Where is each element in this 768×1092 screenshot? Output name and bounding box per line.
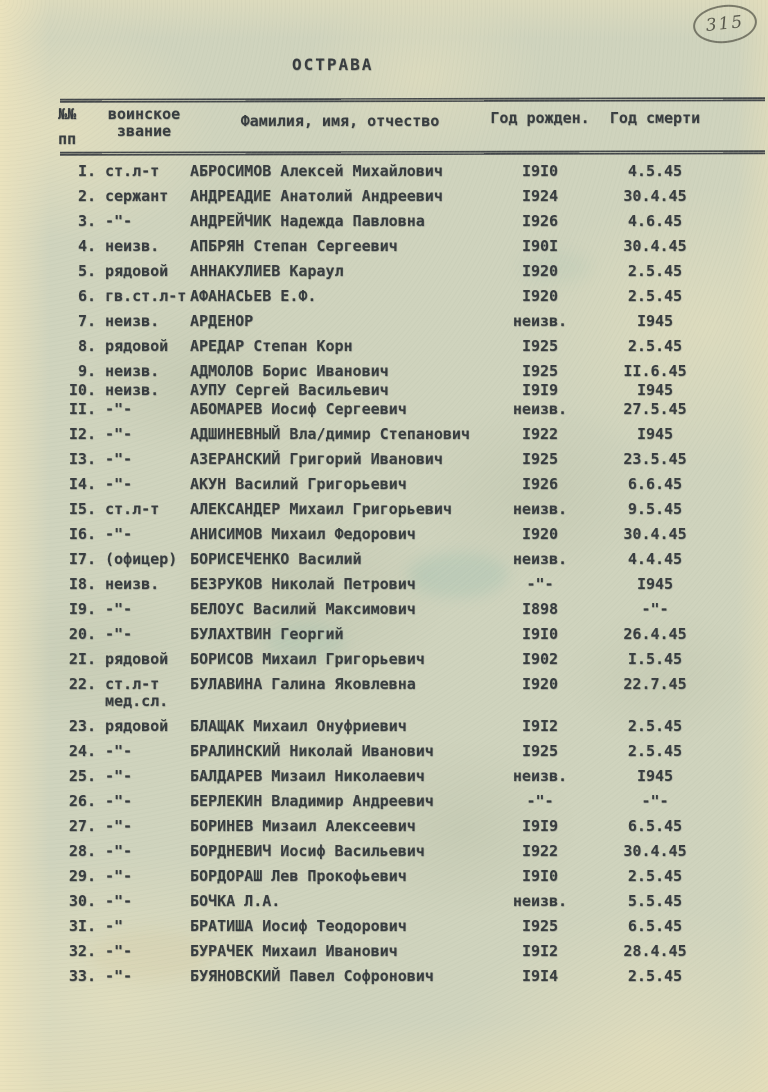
row-birth-year: I925 <box>521 917 559 935</box>
row-rank: -"- <box>105 425 133 443</box>
table-row <box>56 382 762 399</box>
row-death-date: 26.4.45 <box>623 625 687 643</box>
row-name: АУПУ Сергей Васильевич <box>190 381 389 399</box>
row-name: БРАТИША Иосиф Теодорович <box>190 917 407 935</box>
row-birth-year: I925 <box>521 337 559 355</box>
table-row <box>56 676 762 710</box>
table-row <box>56 818 762 835</box>
table-row <box>56 476 762 493</box>
header-rule-bottom <box>60 150 765 155</box>
table-row <box>56 501 762 518</box>
row-rank: -"- <box>105 525 133 543</box>
table-row <box>56 426 762 443</box>
table-header-row <box>56 104 762 150</box>
page-title: ОСТРАВА <box>292 55 374 74</box>
row-number: II. <box>68 400 96 418</box>
row-rank: -"- <box>105 600 133 618</box>
row-name: БРАЛИНСКИЙ Николай Иванович <box>190 742 434 760</box>
header-born-column: Год рожден. <box>490 109 590 127</box>
row-death-date: 27.5.45 <box>623 400 687 418</box>
row-name: АННАКУЛИЕВ Караул <box>190 262 344 280</box>
row-death-date: 2.5.45 <box>627 967 683 985</box>
row-birth-year: I9I4 <box>521 967 559 985</box>
table-row <box>56 238 762 255</box>
header-rank-bottom: звание <box>116 122 172 140</box>
row-name: АДМОЛОВ Борис Иванович <box>190 362 389 380</box>
row-rank: (офицер) <box>105 550 178 568</box>
row-rank: -"- <box>105 792 133 810</box>
row-number: I8. <box>68 575 96 593</box>
row-name: АКУН Василий Григорьевич <box>190 475 407 493</box>
row-number: I4. <box>68 475 96 493</box>
table-row <box>56 893 762 910</box>
row-name: БЕРЛЕКИН Владимир Андреевич <box>190 792 434 810</box>
row-rank: неизв. <box>105 312 160 330</box>
row-rank: -"- <box>105 212 133 230</box>
row-birth-year: I925 <box>521 742 559 760</box>
row-name: БОЧКА Л.А. <box>190 892 281 910</box>
row-name: БОРИСОВ Михаил Григорьевич <box>190 650 425 668</box>
row-birth-year: I924 <box>521 187 559 205</box>
row-rank: ст.л-т мед.сл. <box>98 676 190 710</box>
row-death-date: 23.5.45 <box>623 450 687 468</box>
row-death-date: 30.4.45 <box>623 237 687 255</box>
row-birth-year: I9I2 <box>521 942 559 960</box>
table-row <box>56 918 762 935</box>
row-death-date: 2.5.45 <box>627 287 683 305</box>
row-number: 7. <box>77 312 96 330</box>
row-death-date: I945 <box>636 575 674 593</box>
row-number: 4. <box>77 237 96 255</box>
row-death-date: 6.6.45 <box>627 475 683 493</box>
row-birth-year: I920 <box>521 675 559 693</box>
row-number: 27. <box>68 817 96 835</box>
row-birth-year: I9I0 <box>521 867 559 885</box>
table-row <box>56 743 762 760</box>
row-number: 29. <box>68 867 96 885</box>
row-birth-year: неизв. <box>512 312 568 330</box>
row-number: 23. <box>68 717 96 735</box>
row-number: 33. <box>68 967 96 985</box>
table-row <box>56 451 762 468</box>
row-name: АБРОСИМОВ Алексей Михайлович <box>190 162 443 180</box>
row-death-date: 4.5.45 <box>627 162 683 180</box>
row-death-date: 2.5.45 <box>627 262 683 280</box>
row-birth-year: I9I2 <box>521 717 559 735</box>
row-birth-year: I9I0 <box>521 625 559 643</box>
row-number: 24. <box>68 742 96 760</box>
header-num-bottom: пп <box>58 130 77 148</box>
table-row <box>56 188 762 205</box>
row-death-date: 30.4.45 <box>623 842 687 860</box>
row-number: 20. <box>68 625 96 643</box>
row-birth-year: I922 <box>521 842 559 860</box>
row-death-date: I945 <box>636 425 674 443</box>
table-row <box>56 793 762 810</box>
row-number: I. <box>77 162 96 180</box>
row-death-date: 9.5.45 <box>627 500 683 518</box>
row-birth-year: неизв. <box>512 400 568 418</box>
row-birth-year: I898 <box>521 600 559 618</box>
row-birth-year: -"- <box>526 792 554 810</box>
handwritten-page-number <box>691 2 759 46</box>
header-number-column <box>56 104 98 150</box>
row-birth-year: I9I9 <box>521 817 559 835</box>
table-row <box>56 868 762 885</box>
row-death-date: -"- <box>641 600 669 618</box>
row-rank: сержант <box>105 187 169 205</box>
row-name: БОРИСЕЧЕНКО Василий <box>190 550 362 568</box>
row-number: I0. <box>68 381 96 399</box>
table-row <box>56 288 762 305</box>
header-rule-top <box>60 97 765 102</box>
row-rank: -"- <box>105 400 133 418</box>
row-death-date: 2.5.45 <box>627 337 683 355</box>
row-name: АРЕДАР Степан Корн <box>190 337 353 355</box>
table-row <box>56 718 762 735</box>
row-name: АФАНАСЬЕВ Е.Ф. <box>190 287 317 305</box>
row-name: АЛЕКСАНДЕР Михаил Григорьевич <box>190 500 452 518</box>
row-death-date: I945 <box>636 312 674 330</box>
row-birth-year: -"- <box>526 575 554 593</box>
row-birth-year: I920 <box>521 525 559 543</box>
header-died-column: Год смерти <box>609 109 701 127</box>
row-number: I7. <box>68 550 96 568</box>
row-birth-year: I9I0 <box>521 162 559 180</box>
row-rank: неизв. <box>105 575 160 593</box>
row-name: АРДЕНОР <box>190 312 254 330</box>
table-row <box>56 263 762 280</box>
row-rank: неизв. <box>105 237 160 255</box>
row-name: БАЛДАРЕВ Мизаил Николаевич <box>190 767 425 785</box>
row-death-date: II.6.45 <box>623 362 687 380</box>
row-name: БЕЗРУКОВ Николай Петрович <box>190 575 416 593</box>
table-body <box>56 163 762 993</box>
row-rank-line2: мед.сл. <box>105 692 169 710</box>
row-number: I3. <box>68 450 96 468</box>
table-row <box>56 401 762 418</box>
table-row <box>56 843 762 860</box>
row-death-date: 22.7.45 <box>623 675 687 693</box>
row-death-date: 4.6.45 <box>627 212 683 230</box>
row-number: 5. <box>77 262 96 280</box>
row-birth-year: I926 <box>521 212 559 230</box>
table-row <box>56 576 762 593</box>
row-name: АНДРЕЙЧИК Надежда Павловна <box>190 212 425 230</box>
row-number: 22. <box>68 675 96 693</box>
row-death-date: 6.5.45 <box>627 917 683 935</box>
row-birth-year: I922 <box>521 425 559 443</box>
row-number: 3. <box>77 212 96 230</box>
row-name: БЕЛОУС Василий Максимович <box>190 600 416 618</box>
row-birth-year: неизв. <box>512 500 568 518</box>
table-row <box>56 768 762 785</box>
header-rank-top: воинское <box>107 105 181 123</box>
row-name: БОРИНЕВ Мизаил Алексеевич <box>190 817 416 835</box>
row-rank: -" <box>105 917 124 935</box>
row-number: 30. <box>68 892 96 910</box>
row-number: 26. <box>68 792 96 810</box>
table-row <box>56 626 762 643</box>
row-number: I2. <box>68 425 96 443</box>
row-birth-year: I920 <box>521 287 559 305</box>
row-number: 3I. <box>68 917 96 935</box>
row-birth-year: неизв. <box>512 892 568 910</box>
table-row <box>56 651 762 668</box>
page-number-text: 315 <box>704 12 746 36</box>
table-row <box>56 363 762 380</box>
row-number: I6. <box>68 525 96 543</box>
row-name: АБОМАРЕВ Иосиф Сергеевич <box>190 400 407 418</box>
row-rank: ст.л-т <box>105 500 160 518</box>
row-rank: -"- <box>105 742 133 760</box>
row-death-date: -"- <box>641 792 669 810</box>
row-rank: -"- <box>105 842 133 860</box>
table-row <box>56 163 762 180</box>
row-name: АНИСИМОВ Михаил Федорович <box>190 525 416 543</box>
row-rank: -"- <box>105 767 133 785</box>
row-death-date: 2.5.45 <box>627 717 683 735</box>
row-rank: рядовой <box>105 650 169 668</box>
row-name: АДШИНЕВНЫЙ Вла/димир Степанович <box>190 425 470 443</box>
row-name: АЗЕРАНСКИЙ Григорий Иванович <box>190 450 443 468</box>
row-death-date: 30.4.45 <box>623 187 687 205</box>
table-row <box>56 968 762 985</box>
row-name: БУЛАВИНА Галина Яковлевна <box>190 675 416 693</box>
row-rank: -"- <box>105 892 133 910</box>
header-name-column: Фамилия, имя, отчество <box>240 112 440 130</box>
row-birth-year: неизв. <box>512 767 568 785</box>
row-rank: рядовой <box>105 262 169 280</box>
row-birth-year: I926 <box>521 475 559 493</box>
table-row <box>56 943 762 960</box>
row-death-date: 2.5.45 <box>627 867 683 885</box>
row-death-date: I945 <box>636 767 674 785</box>
row-rank: -"- <box>105 817 133 835</box>
row-number: I9. <box>68 600 96 618</box>
row-rank: -"- <box>105 867 133 885</box>
row-number: 25. <box>68 767 96 785</box>
row-death-date: 5.5.45 <box>627 892 683 910</box>
row-number: 32. <box>68 942 96 960</box>
row-rank: -"- <box>105 942 133 960</box>
row-rank: -"- <box>105 967 133 985</box>
row-number: 9. <box>77 362 96 380</box>
table-row <box>56 338 762 355</box>
table-row <box>56 601 762 618</box>
row-name: БУРАЧЕК Михаил Иванович <box>190 942 398 960</box>
row-rank: неизв. <box>105 381 160 399</box>
table-row <box>56 526 762 543</box>
row-birth-year: неизв. <box>512 550 568 568</box>
row-birth-year: I925 <box>521 450 559 468</box>
row-death-date: 28.4.45 <box>623 942 687 960</box>
row-name: БУЯНОВСКИЙ Павел Софронович <box>190 967 434 985</box>
row-birth-year: I925 <box>521 362 559 380</box>
row-name: БОРДНЕВИЧ Иосиф Васильевич <box>190 842 425 860</box>
table-row <box>56 551 762 568</box>
row-rank: рядовой <box>105 337 169 355</box>
row-birth-year: I902 <box>521 650 559 668</box>
row-death-date: 30.4.45 <box>623 525 687 543</box>
row-name: АПБРЯН Степан Сергеевич <box>190 237 398 255</box>
row-number: 2I. <box>68 650 96 668</box>
row-rank: рядовой <box>105 717 169 735</box>
row-death-date: 4.4.45 <box>627 550 683 568</box>
row-name: БОРДОРАШ Лев Прокофьевич <box>190 867 407 885</box>
row-birth-year: I920 <box>521 262 559 280</box>
row-death-date: 2.5.45 <box>627 742 683 760</box>
row-number: 28. <box>68 842 96 860</box>
row-death-date: I.5.45 <box>627 650 683 668</box>
row-number: I5. <box>68 500 96 518</box>
header-num-top: №№ <box>58 105 77 123</box>
row-number: 2. <box>77 187 96 205</box>
row-number: 8. <box>77 337 96 355</box>
row-rank: гв.ст.л-т <box>105 287 187 305</box>
row-rank: -"- <box>105 625 133 643</box>
row-name: БУЛАХТВИН Георгий <box>190 625 344 643</box>
row-death-date: I945 <box>636 381 674 399</box>
row-birth-year: I9I9 <box>521 381 559 399</box>
row-number: 6. <box>77 287 96 305</box>
row-name: БЛАЩАК Михаил Онуфриевич <box>190 717 407 735</box>
row-rank: -"- <box>105 450 133 468</box>
row-rank: неизв. <box>105 362 160 380</box>
header-rank-column <box>98 104 190 150</box>
table-row <box>56 213 762 230</box>
row-rank: -"- <box>105 475 133 493</box>
row-birth-year: I90I <box>521 237 559 255</box>
row-name: АНДРЕАДИЕ Анатолий Андреевич <box>190 187 443 205</box>
table-row <box>56 313 762 330</box>
row-death-date: 6.5.45 <box>627 817 683 835</box>
row-rank: ст.л-т <box>105 162 160 180</box>
